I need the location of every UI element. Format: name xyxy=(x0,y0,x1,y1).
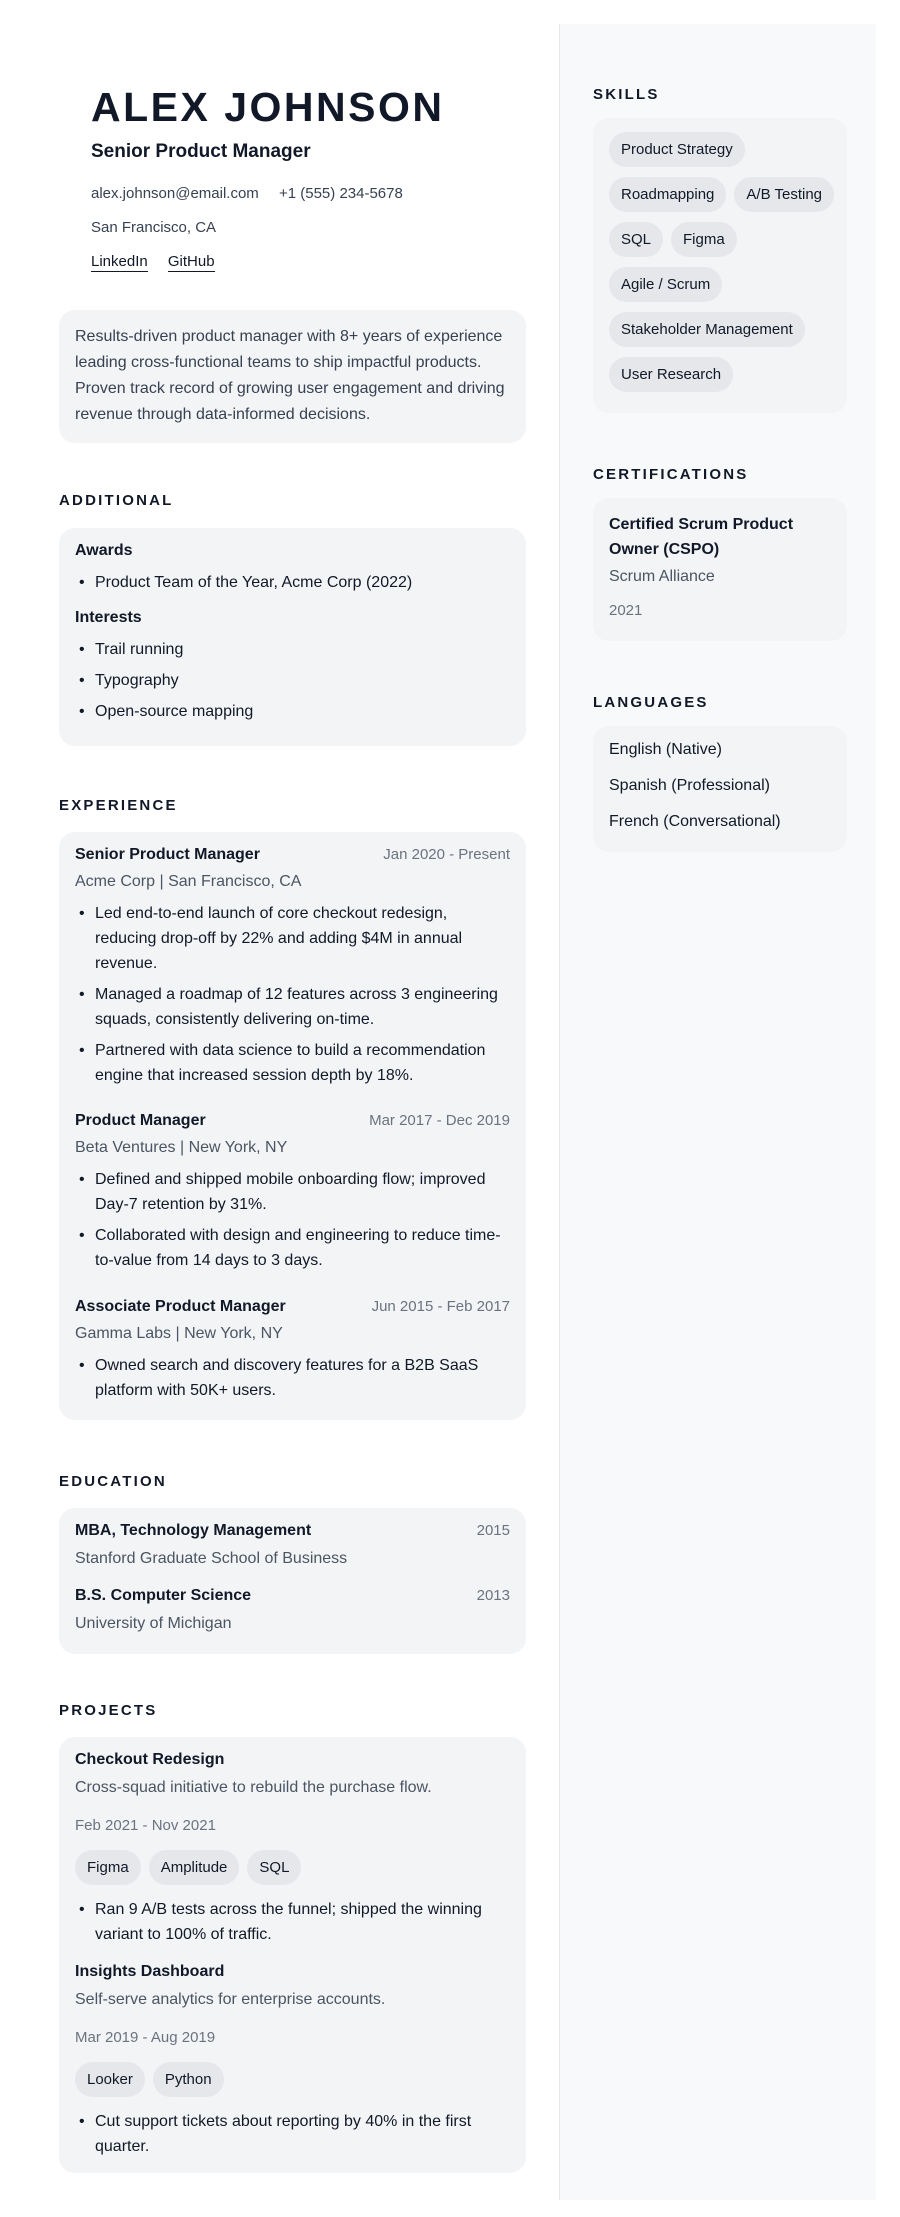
section-title-languages: LANGUAGES xyxy=(593,694,709,711)
language-item: Spanish (Professional) xyxy=(609,777,770,794)
list-item: • Open-source mapping xyxy=(75,699,510,724)
school-name: Stanford Graduate School of Business xyxy=(75,1550,348,1567)
list-item: • Product Team of the Year, Acme Corp (2022) xyxy=(75,570,510,595)
job-title: Product Manager xyxy=(75,1112,206,1129)
project-description: Cross-squad initiative to rebuild the purchase flow. xyxy=(75,1779,432,1796)
job-title: Associate Product Manager xyxy=(75,1298,286,1315)
list-item: • Cut support tickets about reporting by 40% in the first quarter. xyxy=(75,2109,510,2159)
profile-links xyxy=(91,253,231,270)
language-item: French (Conversational) xyxy=(609,813,781,830)
project-tags xyxy=(75,2062,510,2097)
section-title-experience: EXPERIENCE xyxy=(59,797,178,814)
skill-chip: Stakeholder Management xyxy=(609,312,805,347)
linkedin-link[interactable]: LinkedIn xyxy=(91,253,148,270)
job-dates: Mar 2017 - Dec 2019 xyxy=(369,1112,510,1129)
section-title-skills: SKILLS xyxy=(593,86,660,103)
interests-heading: Interests xyxy=(75,609,142,626)
project-entry xyxy=(75,1963,510,2159)
project-name: Insights Dashboard xyxy=(75,1963,225,1980)
job-bullets xyxy=(75,1353,510,1403)
list-item: • Managed a roadmap of 12 features across 3 engineering squads, consistently delivering on-time. xyxy=(75,982,510,1032)
skill-chip: Figma xyxy=(671,222,737,257)
section-title-additional: ADDITIONAL xyxy=(59,492,174,509)
education-card xyxy=(59,1508,526,1654)
contact-row xyxy=(91,185,403,202)
certification-name: Certified Scrum Product Owner (CSPO) xyxy=(609,516,794,558)
job-company: Acme Corp | San Francisco, CA xyxy=(75,873,302,890)
job-bullets xyxy=(75,901,510,1088)
list-item: • Partnered with data science to build a recommendation engine that increased session depth by 18%. xyxy=(75,1038,510,1088)
job-company: Beta Ventures | New York, NY xyxy=(75,1139,288,1156)
job-entry xyxy=(75,1298,510,1409)
job-title: Senior Product Manager xyxy=(75,846,260,863)
email-link[interactable]: alex.johnson@email.com xyxy=(91,185,259,202)
additional-card xyxy=(59,528,526,746)
education-entry xyxy=(75,1522,510,1568)
education-entry xyxy=(75,1587,510,1633)
certifications-card xyxy=(593,498,847,641)
job-entry xyxy=(75,846,510,1094)
candidate-name: ALEX JOHNSON xyxy=(91,84,445,130)
awards-list xyxy=(75,570,510,595)
project-bullets xyxy=(75,2109,510,2159)
language-item: English (Native) xyxy=(609,741,722,758)
list-item: • Trail running xyxy=(75,637,510,662)
school-name: University of Michigan xyxy=(75,1615,232,1632)
summary-card: Results-driven product manager with 8+ years of experience leading cross-functional teams to ship impactful products. Proven track record of growing user engagement and driving revenue through data-informed decisions. xyxy=(59,310,526,443)
project-bullets xyxy=(75,1897,510,1947)
list-item: • Typography xyxy=(75,668,510,693)
tag-chip: Looker xyxy=(75,2062,145,2097)
languages-card xyxy=(593,726,847,852)
skill-chip: Product Strategy xyxy=(609,132,745,167)
projects-card xyxy=(59,1737,526,2173)
project-description: Self-serve analytics for enterprise accounts. xyxy=(75,1991,386,2008)
project-entry xyxy=(75,1751,510,1947)
section-title-certifications: CERTIFICATIONS xyxy=(593,466,749,483)
tag-chip: Python xyxy=(153,2062,224,2097)
interests-list xyxy=(75,637,510,724)
skill-chip: SQL xyxy=(609,222,663,257)
project-tags xyxy=(75,1850,510,1885)
project-dates: Feb 2021 - Nov 2021 xyxy=(75,1817,216,1834)
certification-year: 2021 xyxy=(609,602,643,619)
job-entry xyxy=(75,1112,510,1279)
skill-chip: A/B Testing xyxy=(734,177,834,212)
awards-heading: Awards xyxy=(75,542,133,559)
degree-year: 2015 xyxy=(476,1522,510,1539)
github-link[interactable]: GitHub xyxy=(167,253,215,270)
job-bullets xyxy=(75,1167,510,1273)
skill-chip: Roadmapping xyxy=(609,177,726,212)
job-dates: Jun 2015 - Feb 2017 xyxy=(371,1298,510,1315)
list-item: • Led end-to-end launch of core checkout redesign, reducing drop-off by 22% and adding $4M in annual revenue. xyxy=(75,901,510,976)
degree-name: B.S. Computer Science xyxy=(75,1587,252,1604)
section-title-projects: PROJECTS xyxy=(59,1702,158,1719)
list-item: • Ran 9 A/B tests across the funnel; shipped the winning variant to 100% of traffic. xyxy=(75,1897,510,1947)
phone-text: +1 (555) 234-5678 xyxy=(278,185,403,202)
list-item: • Owned search and discovery features for a B2B SaaS platform with 50K+ users. xyxy=(75,1353,510,1403)
skill-chip: Agile / Scrum xyxy=(609,267,722,302)
degree-year: 2013 xyxy=(476,1587,510,1604)
skills-card xyxy=(593,118,847,413)
candidate-title: Senior Product Manager xyxy=(91,141,311,162)
tag-chip: Figma xyxy=(75,1850,141,1885)
list-item: • Collaborated with design and engineering to reduce time-to-value from 14 days to 3 days. xyxy=(75,1223,510,1273)
location-text: San Francisco, CA xyxy=(91,219,217,236)
degree-name: MBA, Technology Management xyxy=(75,1522,312,1539)
tag-chip: SQL xyxy=(247,1850,301,1885)
job-dates: Jan 2020 - Present xyxy=(383,846,510,863)
list-item: • Defined and shipped mobile onboarding flow; improved Day-7 retention by 31%. xyxy=(75,1167,510,1217)
skill-chip: User Research xyxy=(609,357,733,392)
project-dates: Mar 2019 - Aug 2019 xyxy=(75,2029,216,2046)
job-company: Gamma Labs | New York, NY xyxy=(75,1325,283,1342)
tag-chip: Amplitude xyxy=(149,1850,240,1885)
experience-card xyxy=(59,832,526,1420)
certification-issuer: Scrum Alliance xyxy=(609,568,715,585)
project-name: Checkout Redesign xyxy=(75,1751,225,1768)
section-title-education: EDUCATION xyxy=(59,1473,167,1490)
